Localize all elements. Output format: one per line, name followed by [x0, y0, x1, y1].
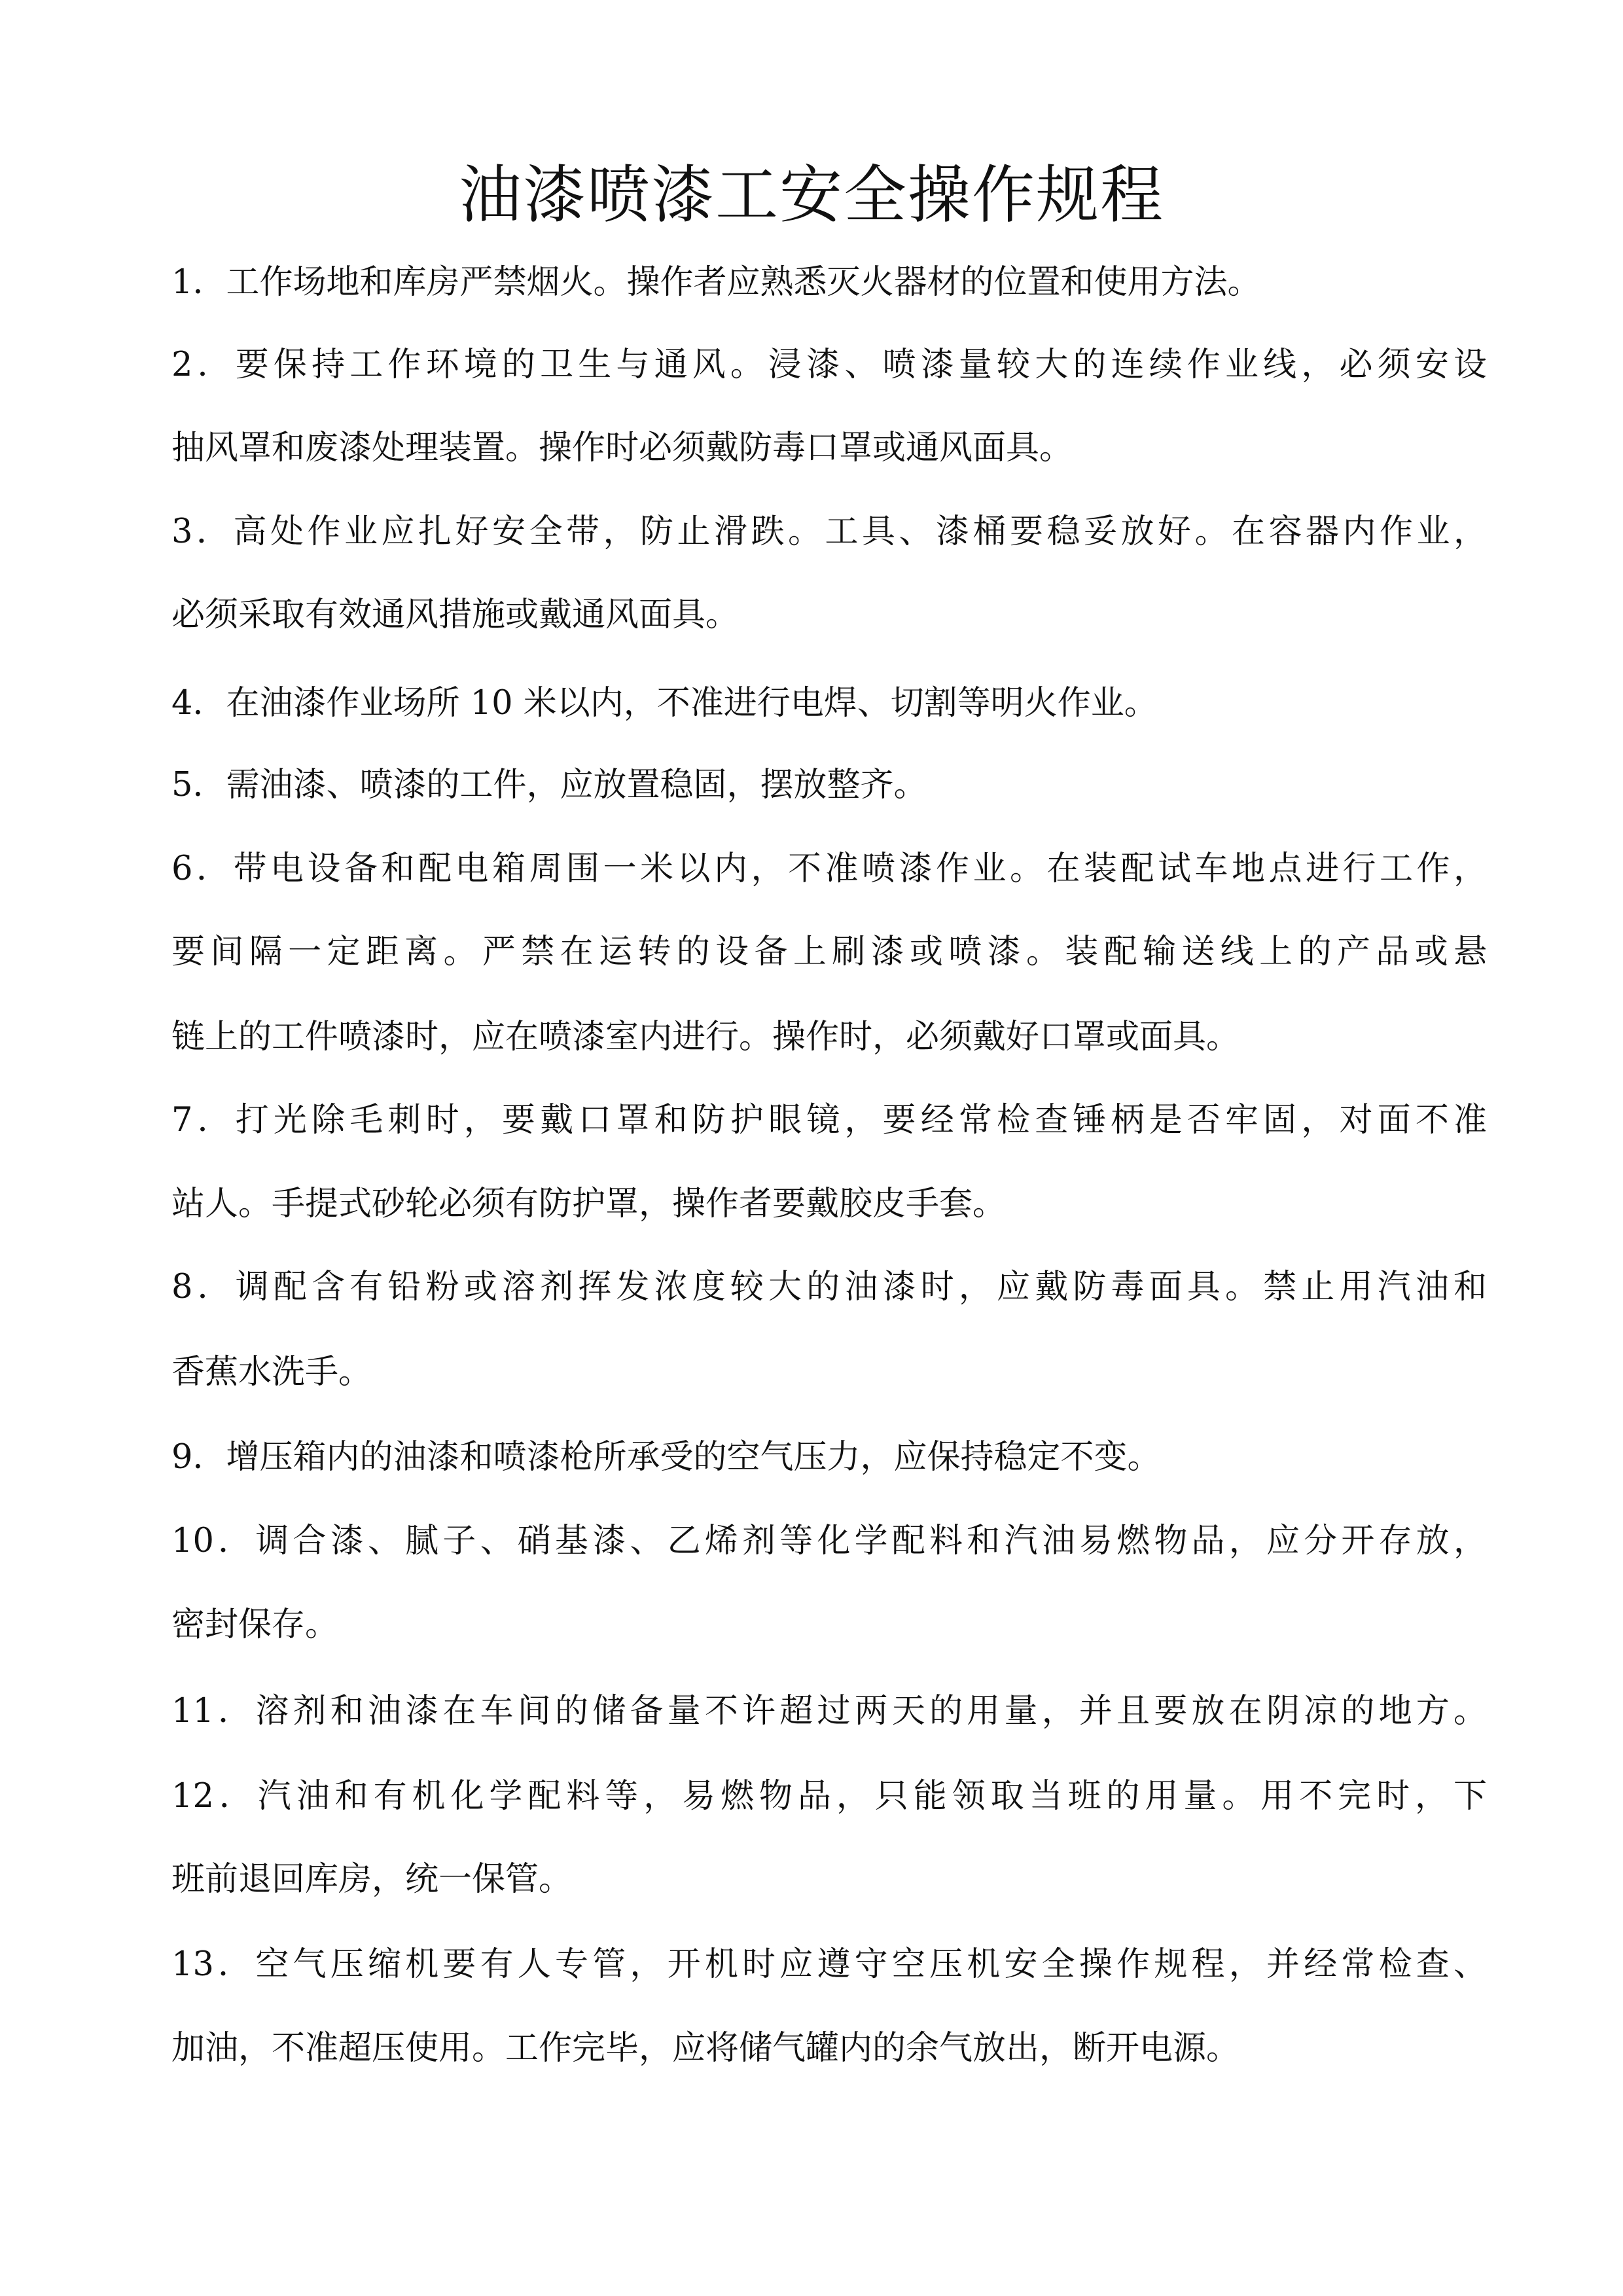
text-line: 5．需油漆、喷漆的工件，应放置稳固，摆放整齐。: [171, 766, 927, 804]
text-line: 13．空气压缩机要有人专管，开机时应遵守空压机安全操作规程，并经常检查、: [171, 1945, 1487, 1984]
text-line: 链上的工件喷漆时，应在喷漆室内进行。操作时，必须戴好口罩或面具。: [171, 1018, 1240, 1056]
text-line: 8．调配含有铅粉或溶剂挥发浓度较大的油漆时，应戴防毒面具。禁止用汽油和: [171, 1268, 1487, 1306]
text-line: 6．带电设备和配电箱周围一米以内，不准喷漆作业。在装配试车地点进行工作，: [171, 850, 1487, 888]
text-line: 班前退回库房，统一保管。: [171, 1860, 573, 1899]
text-line: 10．调合漆、腻子、硝基漆、乙烯剂等化学配料和汽油易燃物品，应分开存放，: [171, 1522, 1487, 1560]
text-line: 抽风罩和废漆处理装置。操作时必须戴防毒口罩或通风面具。: [171, 429, 1073, 467]
text-line: 2．要保持工作环境的卫生与通风。浸漆、喷漆量较大的连续作业线，必须安设: [171, 346, 1487, 384]
text-line: 3．高处作业应扎好安全带，防止滑跌。工具、漆桶要稳妥放好。在容器内作业，: [171, 512, 1487, 551]
text-line: 12．汽油和有机化学配料等，易燃物品，只能领取当班的用量。用不完时，下: [171, 1777, 1487, 1816]
text-line: 4．在油漆作业场所 10 米以内，不准进行电焊、切割等明火作业。: [171, 684, 1158, 723]
text-line: 7．打光除毛刺时，要戴口罩和防护眼镜，要经常检查锤柄是否牢固，对面不准: [171, 1101, 1487, 1139]
text-line: 1．工作场地和库房严禁烟火。操作者应熟悉灭火器材的位置和使用方法。: [171, 263, 1261, 302]
text-line: 加油，不准超压使用。工作完毕，应将储气罐内的余气放出，断开电源。: [171, 2029, 1240, 2068]
text-line: 密封保存。: [171, 1605, 339, 1644]
text-line: 9．增压箱内的油漆和喷漆枪所承受的空气压力，应保持稳定不变。: [171, 1438, 1161, 1477]
text-line: 11．溶剂和油漆在车间的储备量不许超过两天的用量，并且要放在阴凉的地方。: [171, 1692, 1487, 1731]
text-line: 要间隔一定距离。严禁在运转的设备上刷漆或喷漆。装配输送线上的产品或悬: [171, 933, 1487, 971]
text-line: 站人。手提式砂轮必须有防护罩，操作者要戴胶皮手套。: [171, 1185, 1007, 1223]
document-title: 油漆喷漆工安全操作规程: [459, 158, 1164, 232]
text-line: 香蕉水洗手。: [171, 1353, 372, 1391]
text-line: 必须采取有效通风措施或戴通风面具。: [171, 596, 740, 634]
